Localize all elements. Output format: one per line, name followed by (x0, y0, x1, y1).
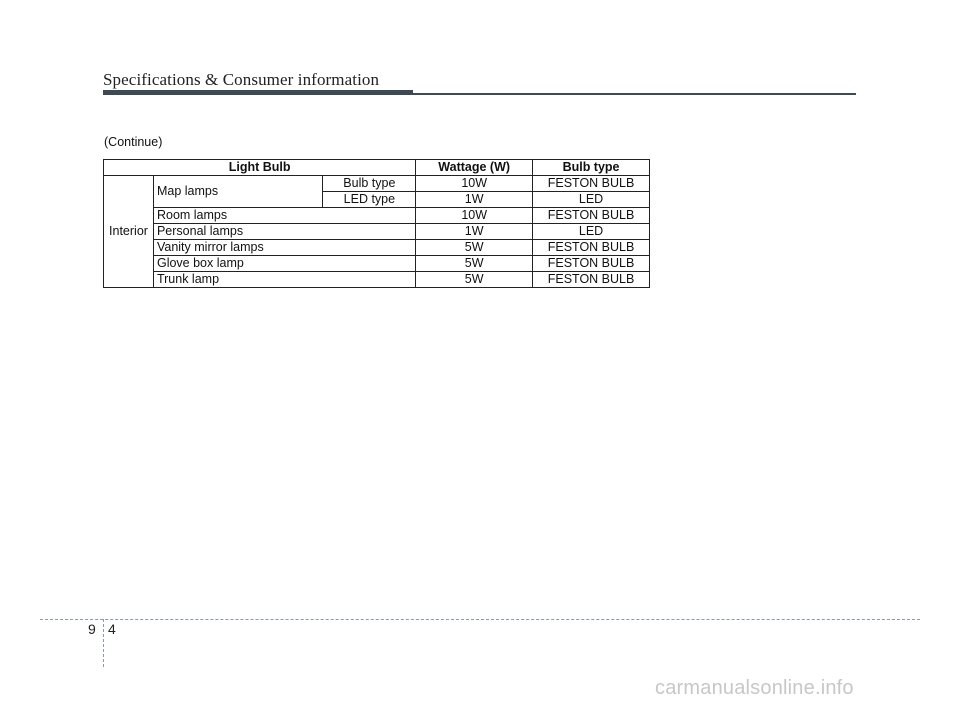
light-bulb-spec-table (103, 159, 650, 288)
bulb-type-cell: FESTON BULB (533, 208, 650, 224)
footer-dashed-rule (40, 619, 920, 620)
header-rule-thin (413, 93, 856, 95)
bulb-type-cell: LED (533, 192, 650, 208)
bulb-type-cell: LED (533, 224, 650, 240)
item-map-lamps: Map lamps (153, 176, 322, 208)
map-lamps-variant: Bulb type (323, 176, 416, 192)
bulb-type-cell: FESTON BULB (533, 240, 650, 256)
header-light-bulb: Light Bulb (104, 160, 416, 176)
group-interior: Interior (104, 176, 154, 288)
bulb-type-cell: FESTON BULB (533, 176, 650, 192)
wattage-cell: 5W (416, 256, 533, 272)
page-number: 4 (108, 621, 116, 637)
table-row (104, 272, 650, 288)
page-chapter-number: 9 (88, 621, 96, 637)
header-wattage: Wattage (W) (416, 160, 533, 176)
item-name: Room lamps (153, 208, 415, 224)
watermark-text: carmanualsonline.info (655, 677, 854, 699)
header-rule-thick (103, 90, 413, 95)
table-header-row (104, 160, 650, 176)
item-name: Personal lamps (153, 224, 415, 240)
item-name: Trunk lamp (153, 272, 415, 288)
bulb-type-cell: FESTON BULB (533, 256, 650, 272)
item-name: Vanity mirror lamps (153, 240, 415, 256)
wattage-cell: 5W (416, 240, 533, 256)
wattage-cell: 1W (416, 192, 533, 208)
wattage-cell: 1W (416, 224, 533, 240)
table-row (104, 240, 650, 256)
wattage-cell: 10W (416, 176, 533, 192)
table-row (104, 224, 650, 240)
wattage-cell: 10W (416, 208, 533, 224)
continue-note: (Continue) (104, 135, 163, 149)
footer-page-divider (103, 619, 104, 667)
table-row (104, 176, 650, 192)
page-header-title: Specifications & Consumer information (103, 70, 380, 89)
item-name: Glove box lamp (153, 256, 415, 272)
table-row (104, 208, 650, 224)
table-row (104, 256, 650, 272)
bulb-type-cell: FESTON BULB (533, 272, 650, 288)
map-lamps-variant: LED type (323, 192, 416, 208)
header-bulb-type: Bulb type (533, 160, 650, 176)
wattage-cell: 5W (416, 272, 533, 288)
